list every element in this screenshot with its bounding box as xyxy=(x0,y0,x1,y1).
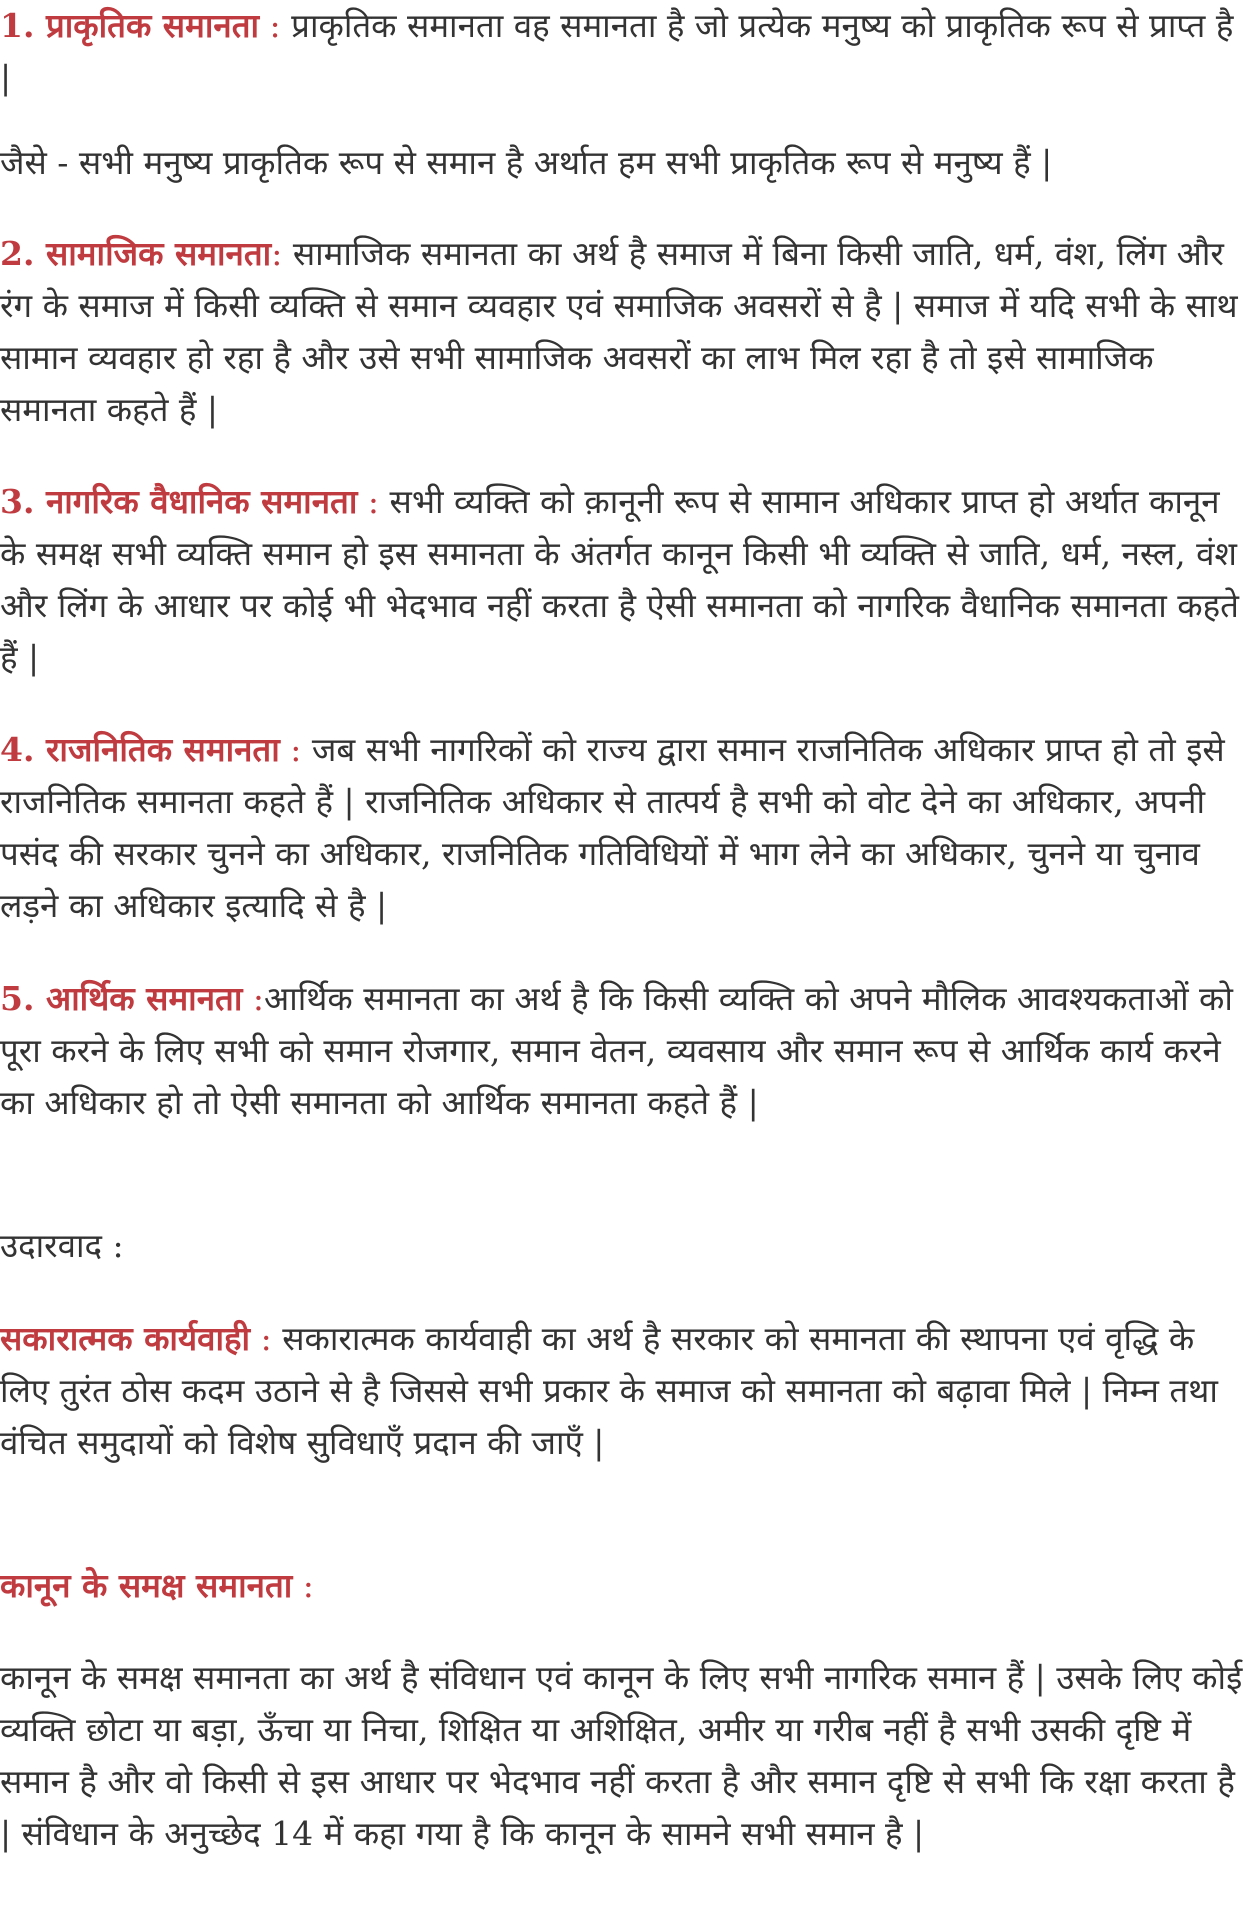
affirmative-action-text: सकारात्मक कार्यवाही का अर्थ है सरकार को समानता की स्थापना एवं वृद्धि के लिए तुरंत ठोस कदम उठाने से है जिससे सभी प्रकार के समाज को समानता को बढ़ावा मिले | निम्न तथा वंचित समुदायों को विशेष सुविधाएँ प्रदान की जाएँ | xyxy=(0,1319,1218,1462)
economic-equality-text: आर्थिक समानता का अर्थ है कि किसी व्यक्ति को अपने मौलिक आवश्यकताओं को पूरा करने के लिए सभी को समान रोजगार, समान वेतन, व्यवसाय और समान रूप से आर्थिक कार्य करने का अधिकार हो तो ऐसी समानता को आर्थिक समानता कहते हैं | xyxy=(0,979,1233,1122)
heading-separator: : xyxy=(259,6,281,45)
section-natural-equality xyxy=(0,0,1251,104)
heading-separator: : xyxy=(357,482,380,521)
natural-equality-example: जैसे - सभी मनुष्य प्राकृतिक रूप से समान है अर्थात हम सभी प्राकृतिक रूप से मनुष्य हैं | xyxy=(0,143,1053,182)
equality-before-law-text: कानून के समक्ष समानता का अर्थ है संविधान एवं कानून के लिए सभी नागरिक समान हैं | उसके लिए कोई व्यक्ति छोटा या बड़ा, ऊँचा या निचा, शिक्षित या अशिक्षित, अमीर या गरीब नहीं है सभी उसकी दृष्टि में समान है और वो किसी से इस आधार पर भेदभाव नहीं करता है और समान दृष्टि से सभी कि रक्षा करता है | संविधान के अनुच्छेद 14 में कहा गया है कि कानून के सामने सभी समान है | xyxy=(0,1658,1243,1853)
heading-political-equality: 4. राजनितिक समानता xyxy=(0,730,280,769)
heading-separator: : xyxy=(250,1319,272,1358)
heading-social-equality: 2. सामाजिक समानता xyxy=(0,234,272,273)
heading-separator: : xyxy=(279,730,302,769)
heading-civil-equality: 3. नागरिक वैधानिक समानता xyxy=(0,482,358,521)
heading-affirmative-action: सकारात्मक कार्यवाही xyxy=(0,1319,251,1358)
heading-equality-before-law: कानून के समक्ष समानता xyxy=(0,1566,293,1605)
heading-separator: : xyxy=(271,234,283,273)
civil-equality-text: सभी व्यक्ति को क़ानूनी रूप से सामान अधिकार प्राप्त हो अर्थात कानून के समक्ष सभी व्यक्ति समान हो इस समानता के अंतर्गत कानून किसी भी व्यक्ति से जाति, धर्म, नस्ल, वंश और लिंग के आधार पर कोई भी भेदभाव नहीं करता है ऐसी समानता को नागरिक वैधानिक समानता कहते हैं | xyxy=(0,482,1239,677)
section-political-equality xyxy=(0,724,1251,932)
section-equality-before-law xyxy=(0,1560,1251,1612)
heading-separator: : xyxy=(242,979,265,1018)
section-civil-equality xyxy=(0,476,1251,684)
political-equality-text: जब सभी नागरिकों को राज्य द्वारा समान राजनितिक अधिकार प्राप्त हो तो इसे राजनितिक समानता कहते हैं | राजनितिक अधिकार से तात्पर्य है सभी को वोट देने का अधिकार, अपनी पसंद की सरकार चुनने का अधिकार, राजनितिक गतिविधियों में भाग लेने का अधिकार, चुनने या चुनाव लड़ने का अधिकार इत्यादि से है | xyxy=(0,730,1225,925)
section-social-equality xyxy=(0,228,1251,436)
heading-separator: : xyxy=(292,1566,314,1605)
heading-natural-equality: 1. प्राकृतिक समानता xyxy=(0,6,260,45)
section-economic-equality xyxy=(0,973,1251,1129)
section-affirmative-action xyxy=(0,1313,1251,1469)
natural-equality-text: प्राकृतिक समानता वह समानता है जो प्रत्येक मनुष्य को प्राकृतिक रूप से प्राप्त है | xyxy=(0,6,1234,97)
social-equality-text: सामाजिक समानता का अर्थ है समाज में बिना किसी जाति, धर्म, वंश, लिंग और रंग के समाज में किसी व्यक्ति से समान व्यवहार एवं समाजिक अवसरों से है | समाज में यदि सभी के साथ सामान व्यवहार हो रहा है और उसे सभी सामाजिक अवसरों का लाभ मिल रहा है तो इसे सामाजिक समानता कहते हैं | xyxy=(0,234,1238,429)
heading-economic-equality: 5. आर्थिक समानता xyxy=(0,979,243,1018)
liberalism-label: उदारवाद : xyxy=(0,1226,124,1265)
